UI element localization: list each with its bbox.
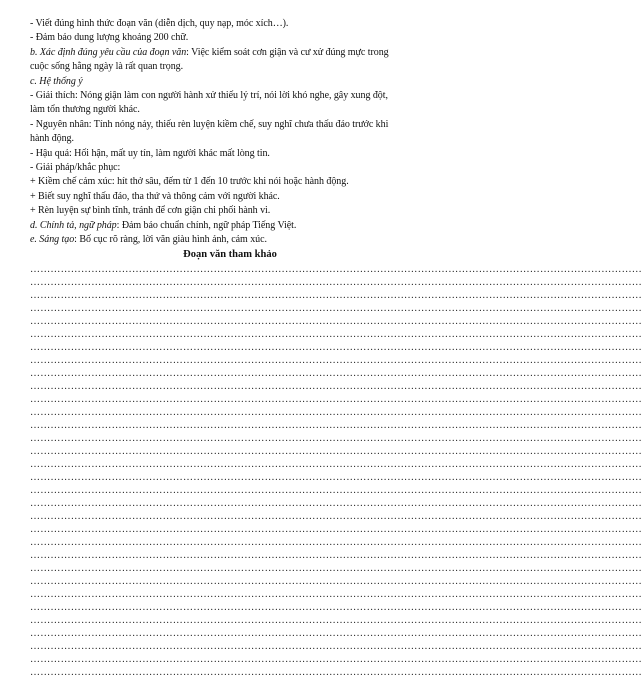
text-line: [30, 175, 430, 189]
dotted-writing-line: ………………………………………………………………………………………………………………………………………………………………: [30, 432, 642, 444]
line-text: : Đảm bảo chuẩn chính, ngữ pháp Tiếng Việt.: [116, 219, 297, 231]
text-line: [30, 161, 430, 175]
text-line: [30, 204, 430, 218]
line-text: cuộc sống hằng ngày là rất quan trọng.: [30, 61, 184, 73]
dotted-writing-line: ………………………………………………………………………………………………………………………………………………………………: [30, 614, 642, 626]
line-text: - Hậu quả: Hối hận, mất uy tín, làm người khác mất lòng tin.: [30, 147, 270, 159]
writing-lines: [30, 263, 642, 679]
text-line: [30, 46, 430, 60]
dotted-writing-line: ………………………………………………………………………………………………………………………………………………………………: [30, 627, 642, 639]
dotted-writing-line: ………………………………………………………………………………………………………………………………………………………………: [30, 328, 642, 340]
dotted-writing-line: ………………………………………………………………………………………………………………………………………………………………: [30, 575, 642, 587]
dotted-writing-line: ………………………………………………………………………………………………………………………………………………………………: [30, 263, 642, 275]
line-text: + Kiềm chế cảm xúc: hít thở sâu, đếm từ 1 đến 10 trước khi nói hoặc hành động.: [30, 176, 349, 188]
dotted-writing-line: ………………………………………………………………………………………………………………………………………………………………: [30, 302, 642, 314]
italic-heading: d. Chính tả, ngữ pháp: [30, 219, 117, 231]
dotted-writing-line: ………………………………………………………………………………………………………………………………………………………………: [30, 406, 642, 418]
line-text: : Bố cục rõ ràng, lời văn giàu hình ảnh, cảm xúc.: [74, 234, 267, 246]
answer-guide-text: [30, 17, 430, 248]
line-text: - Giải pháp/khắc phục:: [30, 162, 121, 174]
text-line: [30, 31, 430, 45]
line-text: làm tổn thương người khác.: [30, 104, 140, 116]
dotted-writing-line: ………………………………………………………………………………………………………………………………………………………………: [30, 471, 642, 483]
text-line: [30, 233, 430, 247]
italic-heading: e. Sáng tạo: [30, 234, 75, 246]
line-text: hành động.: [30, 133, 74, 145]
line-text: + Biết suy nghĩ thấu đáo, tha thứ và thông cảm với người khác.: [30, 190, 280, 202]
dotted-writing-line: ………………………………………………………………………………………………………………………………………………………………: [30, 653, 642, 665]
text-line: [30, 219, 430, 233]
dotted-writing-line: ………………………………………………………………………………………………………………………………………………………………: [30, 380, 642, 392]
dotted-writing-line: ………………………………………………………………………………………………………………………………………………………………: [30, 497, 642, 509]
line-text: - Viết đúng hình thức đoạn văn (diễn dịch, quy nạp, móc xích…).: [30, 18, 289, 29]
text-line: [30, 89, 430, 103]
section-title: Đoạn văn tham khảo: [183, 248, 277, 260]
dotted-writing-line: ………………………………………………………………………………………………………………………………………………………………: [30, 393, 642, 405]
line-text: - Nguyên nhân: Tính nóng nảy, thiếu rèn luyện kiềm chế, suy nghĩ chưa thấu đáo trước khi: [30, 118, 389, 130]
document-page: [30, 17, 642, 679]
dotted-writing-line: ………………………………………………………………………………………………………………………………………………………………: [30, 588, 642, 600]
text-line: [30, 60, 430, 74]
text-line: [30, 118, 430, 132]
dotted-writing-line: ………………………………………………………………………………………………………………………………………………………………: [30, 445, 642, 457]
line-text: : Việc kiểm soát cơn giận và cư xử đúng mực trong: [186, 46, 389, 58]
line-text: - Đảm bảo dung lượng khoảng 200 chữ.: [30, 32, 189, 44]
text-line: [30, 75, 430, 89]
dotted-writing-line: ………………………………………………………………………………………………………………………………………………………………: [30, 419, 642, 431]
dotted-writing-line: ………………………………………………………………………………………………………………………………………………………………: [30, 484, 642, 496]
line-text: - Giải thích: Nóng giận làm con người hành xử thiếu lý trí, nói lời khó nghe, gây xung đột,: [30, 90, 388, 102]
dotted-writing-line: ………………………………………………………………………………………………………………………………………………………………: [30, 354, 642, 366]
text-line: [30, 103, 430, 117]
dotted-writing-line: ………………………………………………………………………………………………………………………………………………………………: [30, 640, 642, 652]
dotted-writing-line: ………………………………………………………………………………………………………………………………………………………………: [30, 601, 642, 613]
dotted-writing-line: ………………………………………………………………………………………………………………………………………………………………: [30, 458, 642, 470]
dotted-writing-line: ………………………………………………………………………………………………………………………………………………………………: [30, 341, 642, 353]
dotted-writing-line: ………………………………………………………………………………………………………………………………………………………………: [30, 523, 642, 535]
dotted-writing-line: ………………………………………………………………………………………………………………………………………………………………: [30, 510, 642, 522]
text-line: [30, 147, 430, 161]
dotted-writing-line: ………………………………………………………………………………………………………………………………………………………………: [30, 536, 642, 548]
italic-heading: b. Xác định đúng yêu cầu của đoạn văn: [30, 46, 187, 58]
dotted-writing-line: ………………………………………………………………………………………………………………………………………………………………: [30, 562, 642, 574]
line-text: + Rèn luyện sự bình tĩnh, tránh để cơn giận chi phối hành vi.: [30, 205, 271, 217]
dotted-writing-line: ………………………………………………………………………………………………………………………………………………………………: [30, 549, 642, 561]
dotted-writing-line: ………………………………………………………………………………………………………………………………………………………………: [30, 666, 642, 678]
dotted-writing-line: ………………………………………………………………………………………………………………………………………………………………: [30, 289, 642, 301]
dotted-writing-line: ………………………………………………………………………………………………………………………………………………………………: [30, 276, 642, 288]
dotted-writing-line: ………………………………………………………………………………………………………………………………………………………………: [30, 315, 642, 327]
italic-heading: c. Hệ thống ý: [30, 75, 83, 87]
text-line: [30, 17, 430, 31]
dotted-writing-line: ………………………………………………………………………………………………………………………………………………………………: [30, 367, 642, 379]
text-line: [30, 190, 430, 204]
text-line: [30, 132, 430, 146]
